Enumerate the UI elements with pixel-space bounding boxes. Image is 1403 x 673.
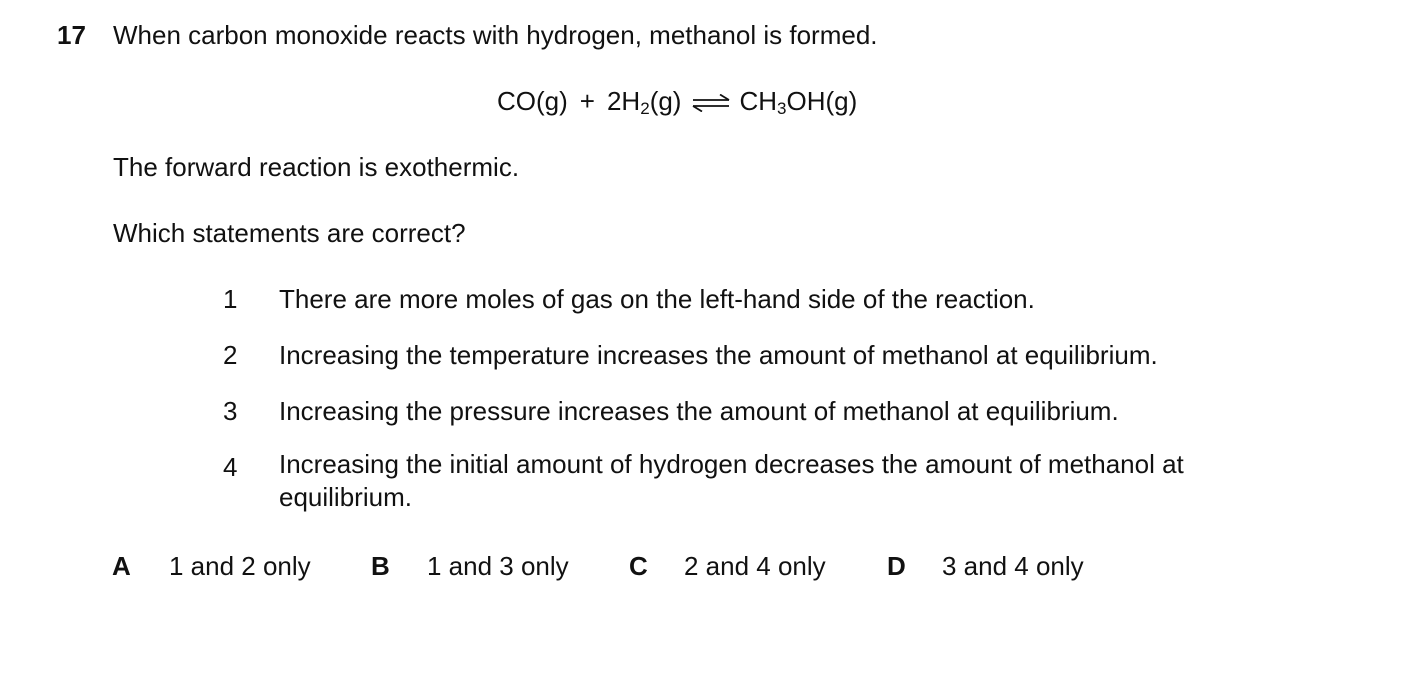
plus-sign: + <box>579 86 595 116</box>
question-number: 17 <box>57 20 86 50</box>
statement-number: 3 <box>223 396 238 426</box>
chemical-equation <box>497 86 857 117</box>
option-text-b[interactable]: 1 and 3 only <box>427 551 569 581</box>
statement-text: Increasing the initial amount of hydrogen decreases the amount of methanol at equilibrium. <box>279 449 1184 512</box>
option-letter-d[interactable]: D <box>887 551 906 581</box>
product-methanol: $CH_3OH(g)$ <box>739 86 858 118</box>
statement-number: 2 <box>223 340 238 370</box>
option-text-d[interactable]: 3 and 4 only <box>942 551 1084 581</box>
statement-text: There are more moles of gas on the left-hand side of the reaction. <box>279 284 1035 314</box>
reactant-h2: $2H_2(g)$ <box>606 86 682 118</box>
option-letter-c[interactable]: C <box>629 551 648 581</box>
statement-number: 4 <box>223 452 238 482</box>
statement-number: 1 <box>223 284 238 314</box>
option-text-a[interactable]: 1 and 2 only <box>169 551 311 581</box>
option-letter-b[interactable]: B <box>371 551 390 581</box>
equilibrium-arrow-icon <box>691 94 731 112</box>
question-prompt: Which statements are correct? <box>113 218 466 248</box>
statement-text: Increasing the temperature increases the amount of methanol at equilibrium. <box>279 340 1158 370</box>
option-text-c[interactable]: 2 and 4 only <box>684 551 826 581</box>
exothermic-statement: The forward reaction is exothermic. <box>113 152 520 182</box>
question-stem: When carbon monoxide reacts with hydrogen, methanol is formed. <box>113 20 878 50</box>
statement-text: Increasing the pressure increases the amount of methanol at equilibrium. <box>279 396 1119 426</box>
option-letter-a[interactable]: A <box>112 551 131 581</box>
reactant-co: CO(g) <box>497 86 568 116</box>
